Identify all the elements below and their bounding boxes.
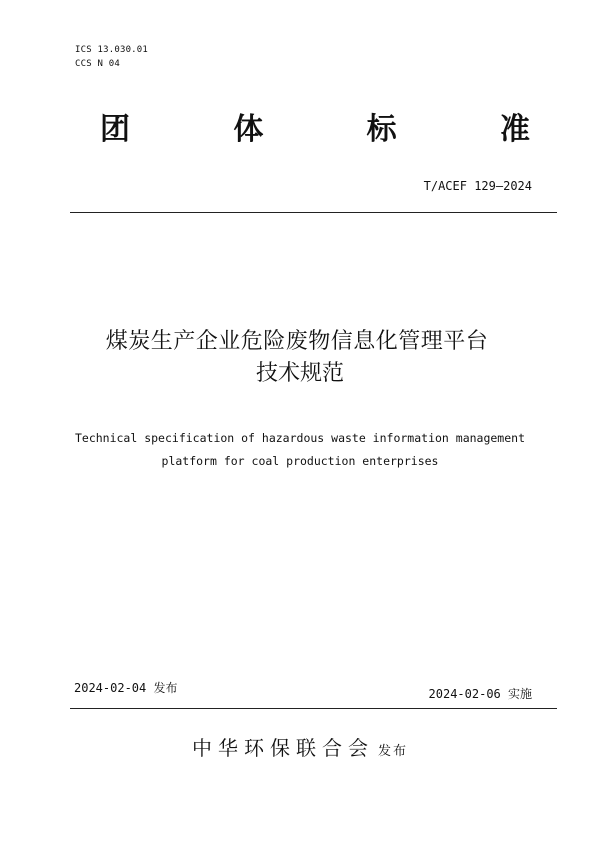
chinese-title-line-1: 煤炭生产企业危险废物信息化管理平台 (105, 329, 489, 354)
issue-date: 2024-02-04 发布 (74, 681, 178, 695)
chinese-title (0, 326, 600, 390)
bottom-divider (70, 708, 557, 709)
english-title-line-2: platform for coal production enterprises (161, 454, 439, 468)
chinese-title-line-2: 技术规范 (255, 361, 344, 386)
standard-type-char: 团 (100, 112, 130, 147)
standard-type-heading (100, 112, 530, 148)
ccs-code: CCS N 04 (75, 59, 120, 69)
english-title (0, 427, 600, 473)
implementation-date: 2024-02-06 实施 (428, 687, 532, 701)
publisher-org: 中华环保联合会 (191, 736, 374, 760)
standard-type-char: 准 (499, 112, 530, 147)
standard-type-char: 体 (233, 112, 264, 147)
publisher (0, 734, 600, 766)
english-title-line-1: Technical specification of hazardous waste information management (74, 431, 526, 445)
top-divider (70, 212, 557, 213)
publisher-verb: 发布 (377, 744, 408, 759)
ics-code: ICS 13.030.01 (75, 45, 149, 55)
standard-number: T/ACEF 129—2024 (423, 179, 532, 193)
standard-type-char: 标 (366, 112, 397, 147)
